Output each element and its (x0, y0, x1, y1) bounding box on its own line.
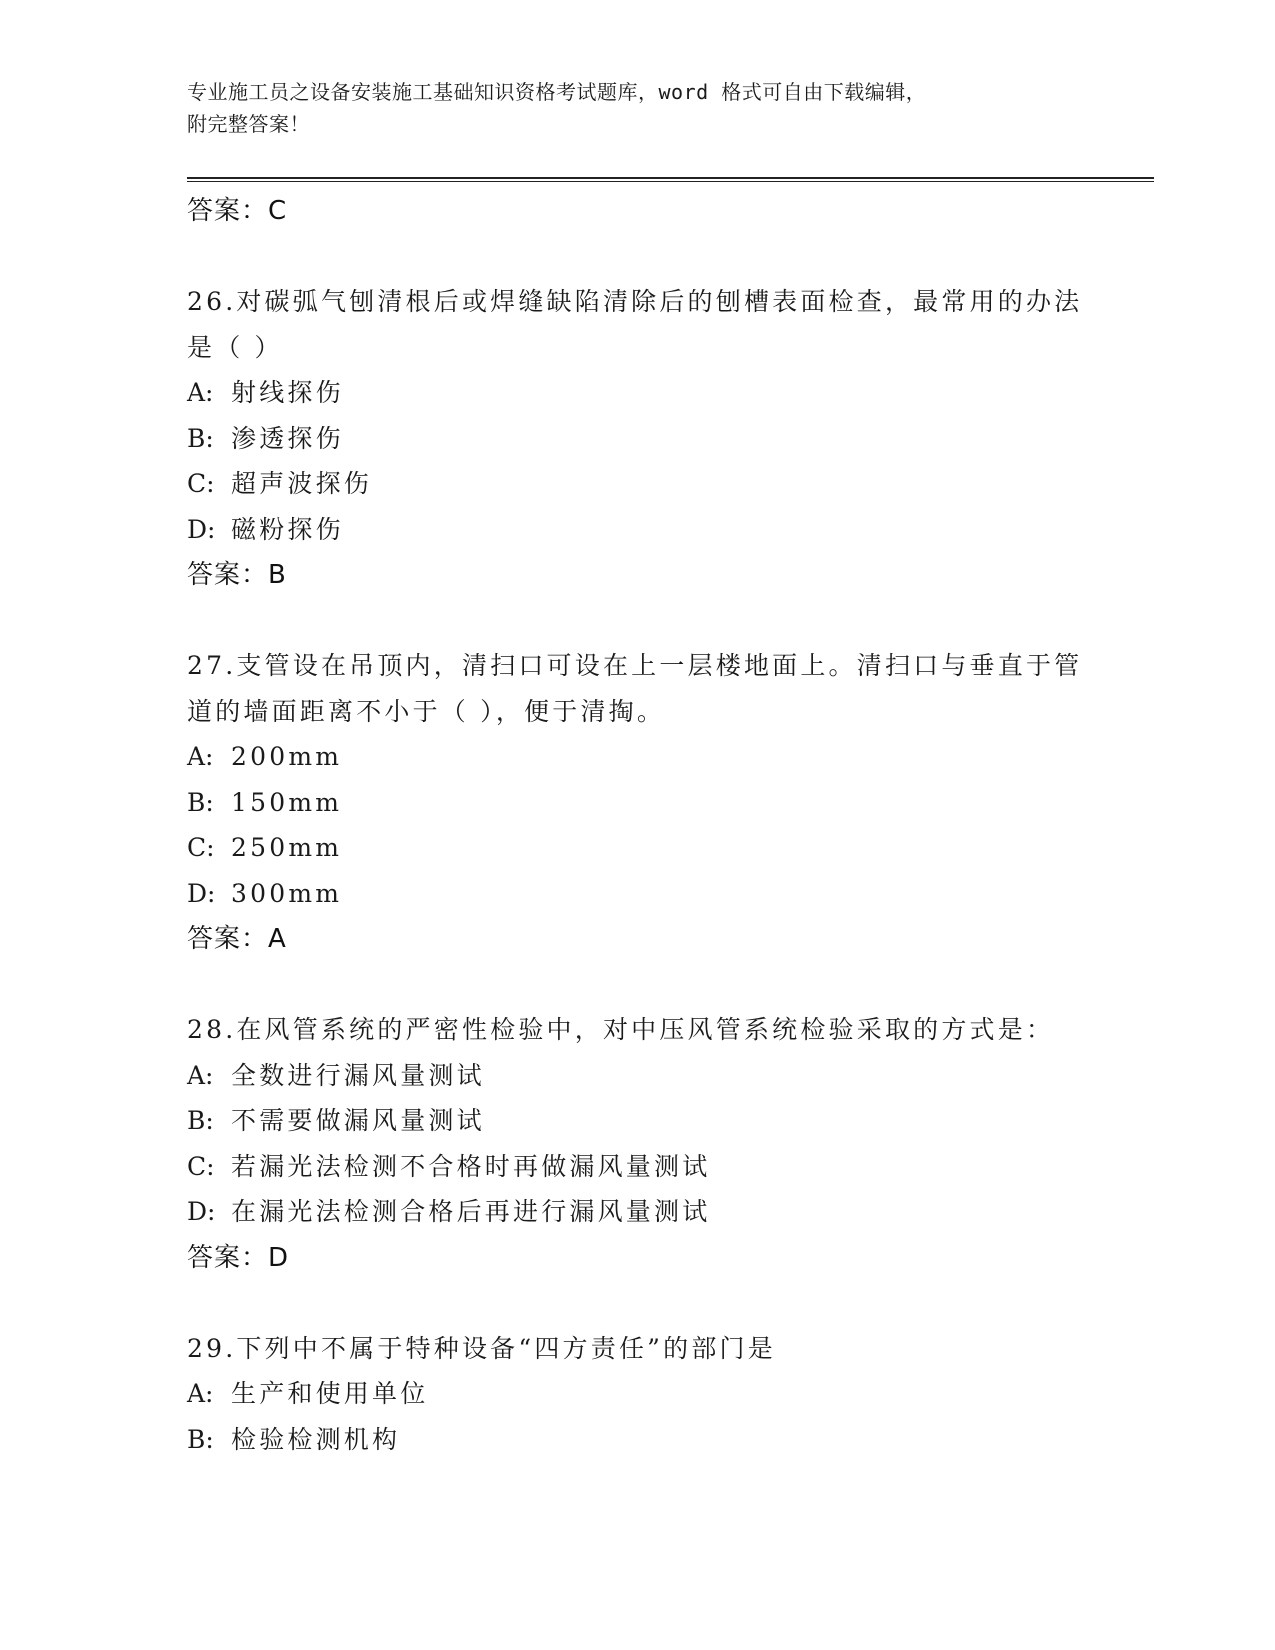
option-letter: B: (187, 1106, 214, 1135)
option-letter: D: (187, 1197, 216, 1226)
question-28 (187, 1007, 1087, 1281)
option-c (187, 1144, 1087, 1190)
answer-line: 答案：B (187, 560, 287, 590)
option-text: 射线探伤 (231, 378, 344, 407)
question-list (187, 188, 1087, 1462)
option-c (187, 461, 1087, 507)
option-letter: D: (187, 878, 216, 908)
answer-line: 答案：D (187, 1242, 290, 1273)
option-a (187, 1053, 1087, 1099)
question-26 (187, 279, 1087, 598)
option-text: 300mm (231, 878, 343, 908)
option-d (187, 871, 1087, 917)
option-a (187, 734, 1087, 780)
option-b (187, 780, 1087, 826)
option-text: 检验检测机构 (231, 1424, 401, 1454)
option-text: 在漏光法检测合格后再进行漏风量测试 (231, 1197, 711, 1226)
option-letter: C: (187, 469, 215, 498)
option-d (187, 507, 1087, 553)
option-b (187, 1417, 1087, 1463)
option-letter: C: (187, 1151, 215, 1181)
option-text: 全数进行漏风量测试 (231, 1060, 485, 1090)
option-d (187, 1189, 1087, 1235)
option-b (187, 1098, 1087, 1144)
option-text: 生产和使用单位 (231, 1379, 429, 1408)
option-text: 渗透探伤 (231, 423, 344, 453)
option-text: 不需要做漏风量测试 (231, 1106, 485, 1135)
question-29 (187, 1326, 1087, 1463)
option-a (187, 1371, 1087, 1417)
question-text: 26.对碳弧气刨清根后或焊缝缺陷清除后的刨槽表面检查，最常用的办法是（ ） (187, 287, 1083, 362)
option-letter: A: (187, 1379, 214, 1408)
option-text: 150mm (231, 787, 343, 817)
option-text: 超声波探伤 (231, 469, 373, 498)
question-text: 27.支管设在吊顶内，清扫口可设在上一层楼地面上。清扫口与垂直于管道的墙面距离不小于（ ），便于清掏。 (187, 651, 1083, 726)
question-27 (187, 643, 1087, 962)
question-text: 29.下列中不属于特种设备“四方责任”的部门是 (187, 1333, 776, 1363)
option-letter: D: (187, 514, 216, 544)
header-line-1: 专业施工员之设备安装施工基础知识资格考试题库，word 格式可自由下载编辑， (187, 80, 927, 104)
option-letter: B: (187, 423, 214, 453)
option-c (187, 825, 1087, 871)
option-text: 磁粉探伤 (231, 514, 344, 544)
header-line-2: 附完整答案！ (187, 112, 310, 136)
option-letter: A: (187, 1060, 214, 1090)
option-letter: B: (187, 1424, 214, 1454)
header-divider (187, 177, 1154, 182)
question-text: 28.在风管系统的严密性检验中，对中压风管系统检验采取的方式是： (187, 1015, 1055, 1044)
option-text: 200mm (231, 742, 343, 771)
option-letter: B: (187, 787, 214, 817)
option-letter: A: (187, 742, 214, 771)
answer-line: 答案：A (187, 924, 287, 954)
option-letter: C: (187, 833, 215, 862)
option-b (187, 416, 1087, 462)
option-a (187, 370, 1087, 416)
option-letter: A: (187, 378, 214, 407)
answer-line: 答案：C (187, 196, 288, 226)
option-text: 若漏光法检测不合格时再做漏风量测试 (231, 1151, 711, 1181)
document-header (187, 76, 1067, 140)
option-text: 250mm (231, 833, 343, 862)
